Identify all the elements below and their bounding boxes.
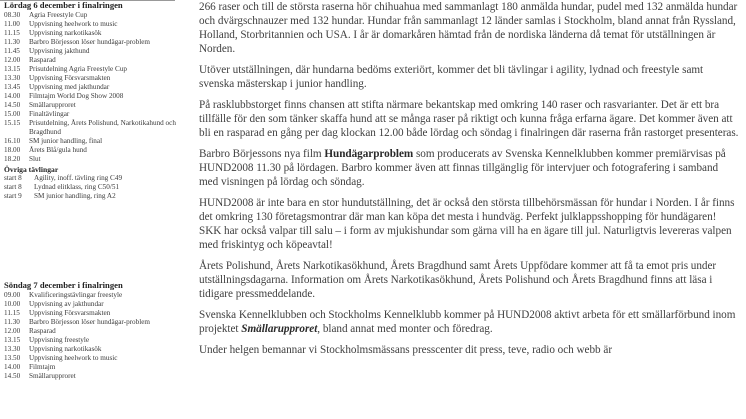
schedule-time: 13.30 — [4, 345, 21, 353]
schedule-time: start 9 — [4, 192, 22, 200]
schedule-event: Rasparad — [29, 56, 56, 64]
schedule-time: 13.15 — [4, 65, 21, 73]
article-paragraph-1: 266 raser och till de största raserna hör chihuahua med sammanlagt 180 anmälda hundar, pudel med 132 anmälda hundar och dvärgschnauzer med 132 hundar. Hundar från sammanlagt 12 länder samlas i Stockholm, bland annat från Ryssland, Holland, Storbritannien och USA. I år är domarkåren hämtad från de nordiska länderna då temat för utställningen är Norden. — [199, 1, 738, 55]
schedule-event: Uppvisning Försvarsmakten — [29, 309, 111, 317]
article-paragraph-2: Utöver utställningen, där hundarna bedöms exteriört, kommer det bli tävlingar i agility, lydnad och freestyle samt svenska mästerskap i junior handling. — [199, 64, 704, 90]
schedule-time: 13.30 — [4, 74, 21, 82]
p4-text-a: Barbro Börjessons nya film — [199, 148, 325, 160]
schedule-time: 11.15 — [4, 29, 20, 37]
schedule-row — [4, 11, 180, 20]
schedule-row — [4, 83, 180, 92]
saturday-events — [4, 11, 180, 164]
schedule-row — [4, 183, 180, 192]
schedule-event: SM junior handling, final — [29, 137, 103, 145]
schedule-time: 13.45 — [4, 83, 21, 91]
article-body — [199, 0, 739, 364]
schedule-time: 18.20 — [4, 155, 21, 163]
project-name: Smällarupproret — [241, 323, 318, 335]
sunday-schedule — [4, 280, 180, 381]
schedule-row — [4, 309, 180, 318]
schedule-row — [4, 336, 180, 345]
schedule-row — [4, 372, 180, 381]
schedule-event: Uppvisning jakthund — [29, 47, 90, 55]
schedule-row — [4, 318, 180, 327]
schedule-time: 11.30 — [4, 38, 20, 46]
article-paragraph-6: Årets Polishund, Årets Narkotikasökhund, Årets Bragdhund samt Årets Uppfödare kommer att få ta emot pris under utställningsdagarna. Information om Årets Narkotikasökhund, Årets Polishund och Årets Bragdhund finns att läsa i tidigare pressmeddelande. — [199, 260, 717, 300]
schedule-row — [4, 56, 180, 65]
schedule-row — [4, 20, 180, 29]
saturday-heading: Lördag 6 december i finalringen — [4, 0, 123, 10]
schedule-event: Uppvisning heelwork to music — [29, 20, 118, 28]
schedule-row — [4, 38, 180, 47]
schedule-event: Uppvisning Försvarsmakten — [29, 74, 111, 82]
schedule-event: Uppvisning med jakthundar — [29, 83, 110, 91]
schedule-row — [4, 155, 180, 164]
schedule-event: Barbro Börjesson löser hundägar-problem — [29, 318, 151, 326]
schedule-event: Uppvisning heelwork to music — [29, 354, 118, 362]
schedule-event: Kvalificeringstävlingar freestyle — [29, 291, 123, 299]
other-competitions — [4, 174, 180, 201]
film-title: Hundägarproblem — [324, 148, 414, 160]
schedule-time: 14.50 — [4, 372, 21, 380]
schedule-time: 09.00 — [4, 291, 21, 299]
schedule-row — [4, 119, 180, 137]
schedule-row — [4, 300, 180, 309]
schedule-event: Årets Blå/gula hund — [29, 146, 87, 154]
p4-text-c: som producerats av Svenska Kennelklubben kommer premiärvisas på HUND2008 11.30 på lördagen. Barbro kommer även att finnas tillgänglig för intervjuer och fotografering i samband med visningen på lördag och söndag. — [199, 148, 726, 188]
schedule-time: 13.15 — [4, 336, 21, 344]
article-paragraph-7 — [199, 308, 739, 336]
schedule-time: 15.00 — [4, 110, 21, 118]
schedule-row — [4, 101, 180, 110]
schedule-event: Filmtajm — [29, 363, 56, 371]
schedule-time: 16.10 — [4, 137, 21, 145]
article-paragraph-3: På rasklubbstorget finns chansen att stifta närmare bekantskap med omkring 140 raser och rasvarianter. Det är ett bra tillfälle för den som tänker skaffa hund att se många raser på riktigt och kunna fråga erfarna ägare. Det kommer även att bli en rasparad en gång per dag klockan 12.00 både lördag och söndag i finalringen där raserna från rastorget presenteras. — [199, 99, 739, 139]
schedule-row — [4, 110, 180, 119]
schedule-time: 15.15 — [4, 119, 21, 127]
schedule-time: 11.00 — [4, 20, 20, 28]
article-paragraph-5: HUND2008 är inte bara en stor hundutställning, det är också den största tillbehörsmässan för hundar i Norden. I år finns det omkring 130 företagsmontrar där man kan köpa det mesta i hundväg. Perfekt julklappsshopping för hundägaren! SKK har också valpar till salu – i form av mjukishundar som gärna vill ha en ägare till jul. Naturligtvis levereras valpen med friskintyg och köpeavtal! — [199, 197, 735, 251]
schedule-row — [4, 47, 180, 56]
schedule-event: Uppvisning narkotikasök — [29, 29, 102, 37]
schedule-event: Uppvisning freestyle — [29, 336, 90, 344]
p7-text-a: Svenska Kennelklubben och Stockholms Kennelklubb kommer på HUND2008 aktivt arbeta för ett smällarförbund inom projektet — [199, 309, 736, 335]
sunday-heading: Söndag 7 december i finalringen — [4, 280, 123, 290]
saturday-schedule — [4, 0, 180, 201]
p7-text-c: , bland annat med monter och föredrag. — [317, 323, 493, 335]
schedule-row — [4, 174, 180, 183]
schedule-time: 14.50 — [4, 101, 21, 109]
schedule-event: Uppvisning narkotikasök — [29, 345, 102, 353]
schedule-row — [4, 65, 180, 74]
schedule-time: 11.45 — [4, 47, 20, 55]
schedule-time: 14.00 — [4, 363, 21, 371]
schedule-row — [4, 345, 180, 354]
schedule-time: 11.15 — [4, 309, 20, 317]
sunday-events — [4, 291, 180, 381]
schedule-event: Slut — [29, 155, 41, 163]
schedule-row — [4, 146, 180, 155]
schedule-event: Finaltävlingar — [29, 110, 70, 118]
schedule-event: Prisutdelning, Årets Polishund, Narkotikahund och Bragdhund — [29, 119, 176, 136]
schedule-time: start 8 — [4, 174, 22, 182]
schedule-row — [4, 327, 180, 336]
schedule-event: Filmtajm World Dog Show 2008 — [29, 92, 124, 100]
article-paragraph-4 — [199, 147, 739, 189]
schedule-event: Smällarupproret — [29, 372, 76, 380]
schedule-row — [4, 291, 180, 300]
schedule-row — [4, 74, 180, 83]
schedule-time: 13.50 — [4, 354, 21, 362]
schedule-event: SM junior handling, ring A2 — [34, 192, 116, 200]
schedule-time: 10.00 — [4, 300, 21, 308]
schedule-event: Barbro Börjesson löser hundägar-problem — [29, 38, 151, 46]
program-sidebar — [0, 0, 180, 419]
schedule-event: Agria Freestyle Cup — [29, 11, 88, 19]
schedule-time: 12.00 — [4, 56, 21, 64]
schedule-row — [4, 29, 180, 38]
schedule-event: Lydnad elitklass, ring C50/51 — [34, 183, 120, 191]
schedule-row — [4, 363, 180, 372]
schedule-time: 14.00 — [4, 92, 21, 100]
schedule-time: 08.30 — [4, 11, 21, 19]
schedule-event: Rasparad — [29, 327, 56, 335]
schedule-time: start 8 — [4, 183, 22, 191]
schedule-time: 11.30 — [4, 318, 20, 326]
schedule-event: Uppvisning av jakthundar — [29, 300, 104, 308]
schedule-row — [4, 137, 180, 146]
schedule-row — [4, 92, 180, 101]
schedule-time: 12.00 — [4, 327, 21, 335]
schedule-time: 18.00 — [4, 146, 21, 154]
schedule-row — [4, 192, 180, 201]
schedule-row — [4, 354, 180, 363]
other-competitions-heading: Övriga tävlingar — [4, 165, 59, 174]
schedule-event: Agility, inoff. tävling ring C49 — [34, 174, 123, 182]
schedule-event: Prisutdelning Agria Freestyle Cup — [29, 65, 128, 73]
schedule-event: Smällarupproret — [29, 101, 76, 109]
article-paragraph-8: Under helgen bemannar vi Stockholmsmässans presscenter dit press, teve, radio och webb är — [199, 344, 613, 356]
